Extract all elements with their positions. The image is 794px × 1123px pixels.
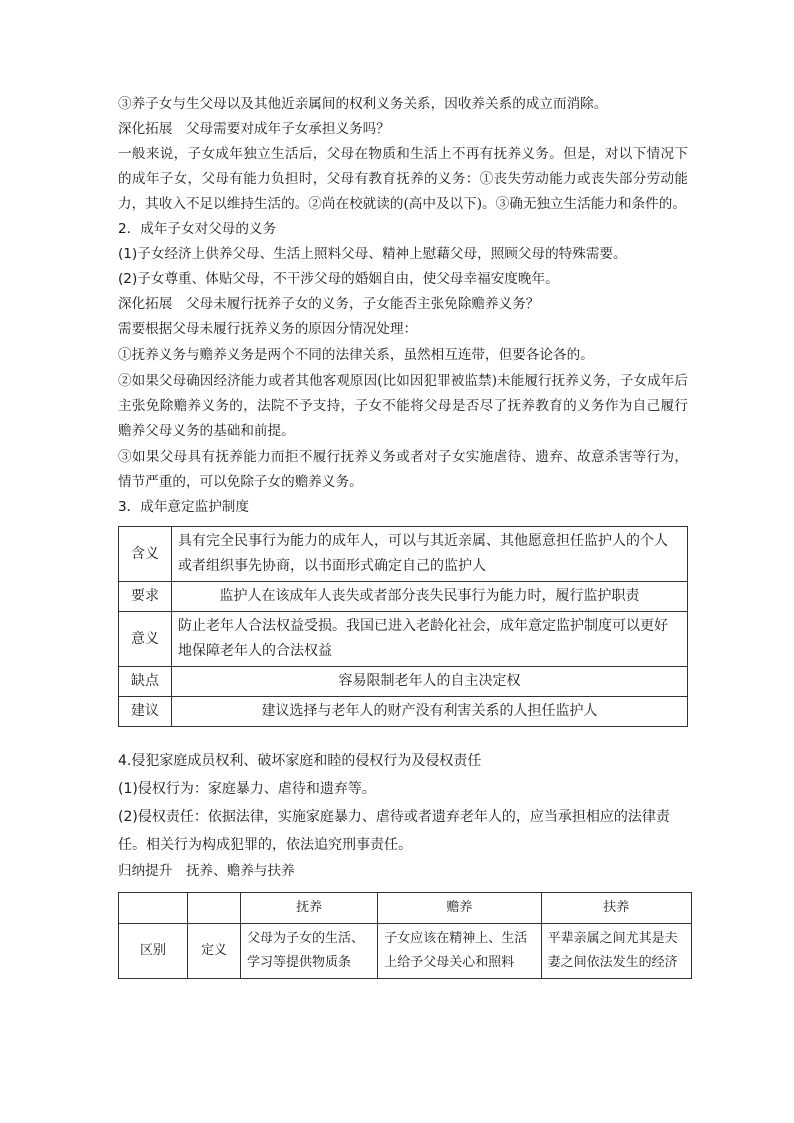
list-item: ①抚养义务与赡养义务是两个不同的法律关系，虽然相互连带，但要各论各的。 — [118, 347, 594, 363]
list-item: ②如果父母确因经济能力或者其他客观原因(比如因犯罪被监禁)未能履行抚养义务，子女成年后主张免除赡养义务的，法院不予支持，子女不能将父母是否尽了抚养教育的义务作为自己履行赡养父母义务的基础和前提。 — [118, 373, 688, 439]
empty-cell — [119, 893, 188, 924]
row-label: 缺点 — [119, 667, 172, 697]
row-label: 定义 — [188, 924, 241, 979]
section-4 — [118, 747, 688, 884]
list-item: (1)侵权行为：家庭暴力、虐待和遗弃等。 — [118, 781, 376, 797]
empty-cell — [188, 893, 241, 924]
paragraph: 需要根据父母未履行抚养义务的原因分情况处理： — [118, 321, 418, 337]
paragraph: 一般来说，子女成年独立生活后，父母在物质和生活上不再有抚养义务。但是，对以下情况下的成年子女，父母有能力负担时，父母有教育抚养的义务：①丧失劳动能力或丧失部分劳动能力，其收入不足以维持生活的。②尚在校就读的(高中及以下)。③确无独立生活能力和条件的。 — [118, 146, 688, 212]
row-label: 建议 — [119, 697, 172, 727]
column-header: 扶养 — [541, 893, 691, 924]
guardianship-table — [118, 526, 688, 727]
row-label: 含义 — [119, 527, 172, 582]
table-row — [119, 667, 688, 697]
table-row — [119, 612, 688, 667]
row-label: 要求 — [119, 582, 172, 612]
table-row — [119, 924, 692, 979]
table-cell: 平辈亲属之间尤其是夫妻之间依法发生的经济 — [541, 924, 691, 979]
row-content: 容易限制老年人的自主决定权 — [172, 667, 688, 697]
row-content: 建议选择与老年人的财产没有利害关系的人担任监护人 — [172, 697, 688, 727]
row-content: 具有完全民事行为能力的成年人，可以与其近亲属、其他愿意担任监护人的个人或者组织事先协商，以书面形式确定自己的监护人 — [172, 527, 688, 582]
extension-heading: 深化拓展 父母未履行抚养子女的义务，子女能否主张免除赡养义务？ — [118, 296, 540, 312]
summary-heading: 归纳提升 抚养、赡养与扶养 — [118, 863, 295, 879]
table-header-row — [119, 893, 692, 924]
paragraph: ③养子女与生父母以及其他近亲属间的权利义务关系，因收养关系的成立而消除。 — [118, 96, 608, 112]
table-cell: 父母为子女的生活、学习等提供物质条 — [241, 924, 378, 979]
page-content — [118, 92, 688, 979]
section-heading: 2．成年子女对父母的义务 — [118, 221, 277, 237]
list-item: (2)子女尊重、体贴父母，不干涉父母的婚姻自由，使父母幸福安度晚年。 — [118, 271, 559, 287]
row-content: 防止老年人合法权益受损。我国已进入老龄化社会，成年意定监护制度可以更好地保障老年人的合法权益 — [172, 612, 688, 667]
row-group-label: 区别 — [119, 924, 188, 979]
list-item: (1)子女经济上供养父母、生活上照料父母、精神上慰藉父母，照顾父母的特殊需要。 — [118, 246, 627, 262]
table-row — [119, 697, 688, 727]
column-header: 赡养 — [378, 893, 541, 924]
row-label: 意义 — [119, 612, 172, 667]
row-content: 监护人在该成年人丧失或者部分丧失民事行为能力时，履行监护职责 — [172, 582, 688, 612]
column-header: 抚养 — [241, 893, 378, 924]
table-row — [119, 582, 688, 612]
table-row — [119, 527, 688, 582]
comparison-table — [118, 892, 692, 979]
extension-heading: 深化拓展 父母需要对成年子女承担义务吗？ — [118, 121, 390, 137]
table-cell: 子女应该在精神上、生活上给予父母关心和照料 — [378, 924, 541, 979]
list-item: ③如果父母具有抚养能力而拒不履行抚养义务或者对子女实施虐待、遗弃、故意杀害等行为，情节严重的，可以免除子女的赡养义务。 — [118, 449, 688, 490]
section-heading: 4.侵犯家庭成员权利、破坏家庭和睦的侵权行为及侵权责任 — [118, 753, 482, 769]
section-heading: 3．成年意定监护制度 — [118, 499, 249, 515]
list-item: (2)侵权责任：依据法律，实施家庭暴力、虐待或者遗弃老年人的，应当承担相应的法律责任。相关行为构成犯罪的，依法追究刑事责任。 — [118, 809, 670, 853]
